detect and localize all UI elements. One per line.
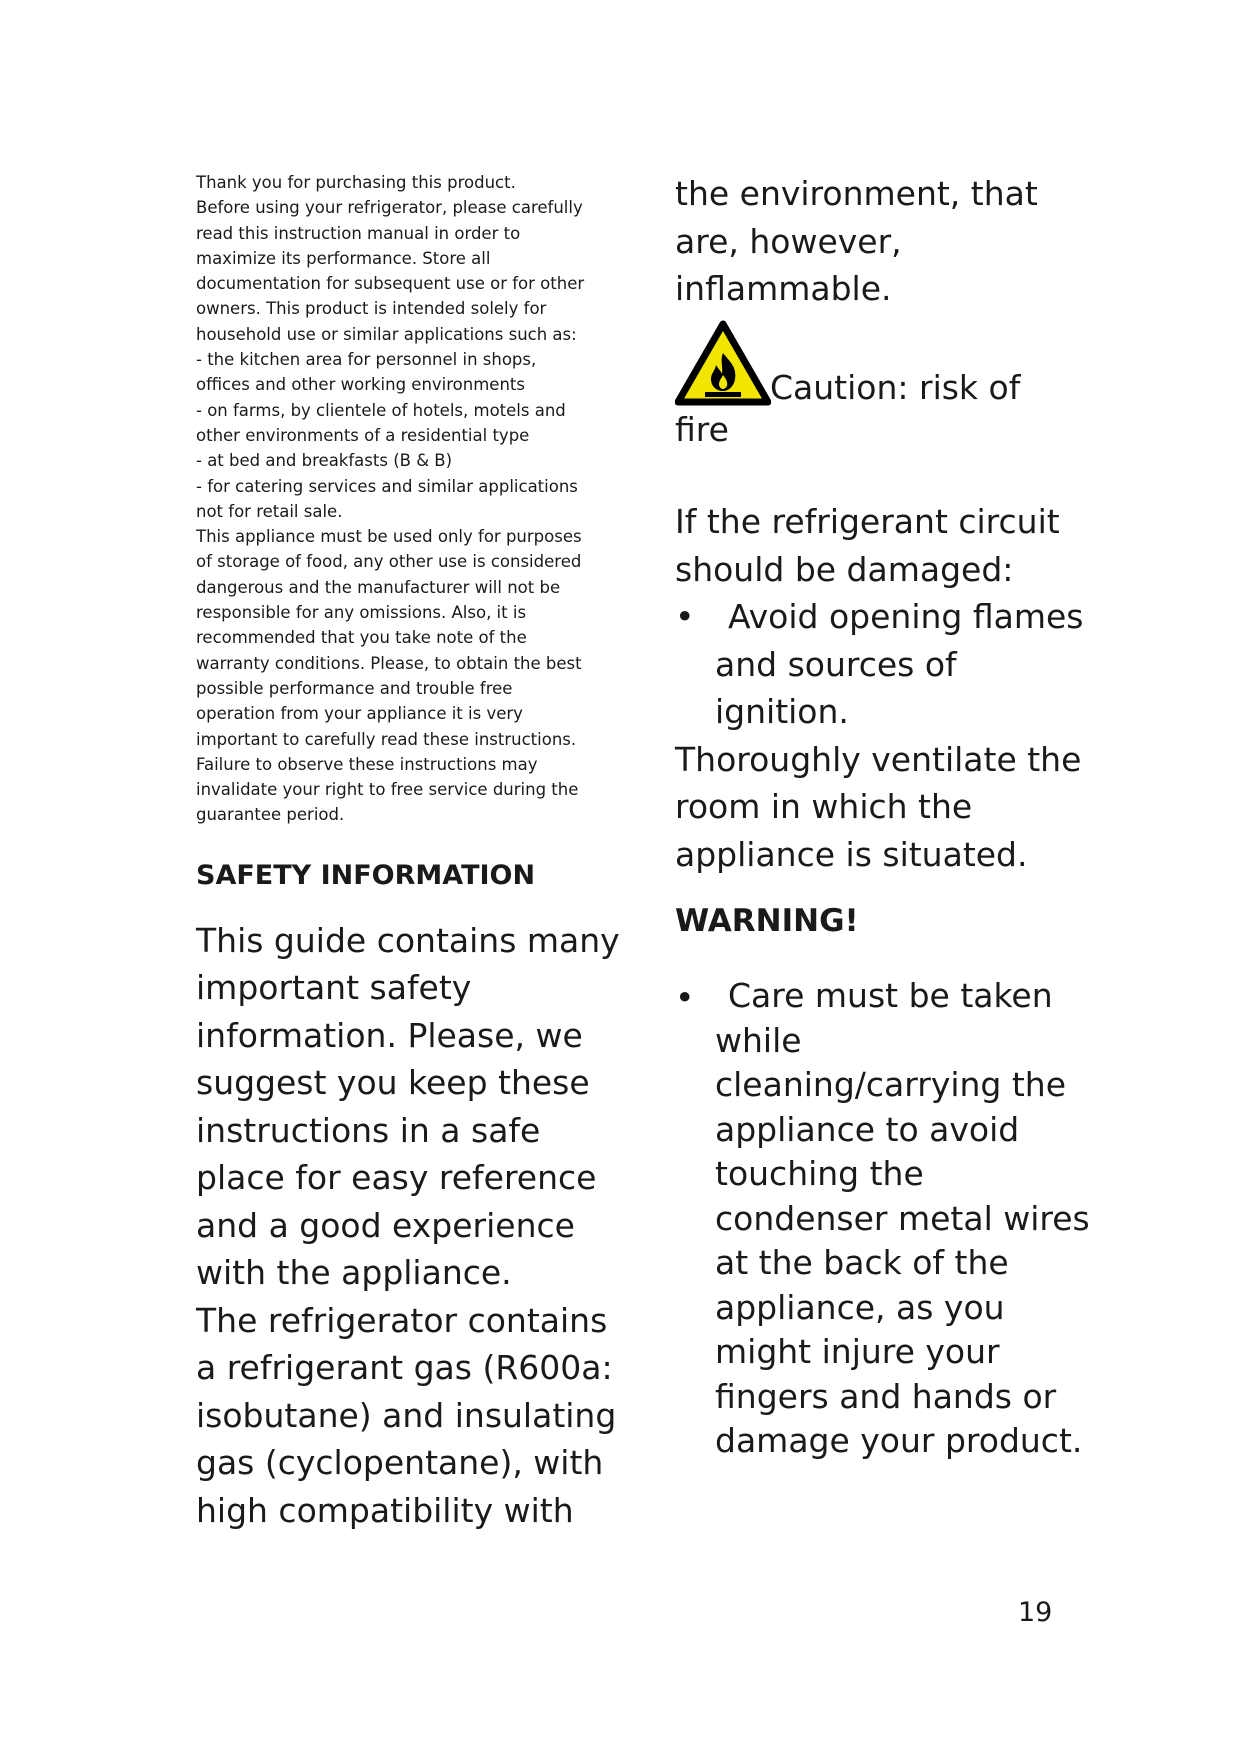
- intro-line: - on farms, by clientele of hotels, motels and: [196, 400, 566, 420]
- safety-paragraph: [196, 917, 620, 1535]
- safety-line: The refrigerator contains: [196, 1300, 608, 1340]
- intro-paragraph: [196, 170, 585, 828]
- bullet-line: while: [715, 1020, 802, 1060]
- continued-line: inflammable.: [675, 269, 892, 308]
- safety-line: isobutane) and insulating: [196, 1395, 617, 1435]
- safety-line: important safety: [196, 968, 472, 1008]
- bullet-icon: •: [675, 978, 695, 1017]
- caution-text: Caution: risk of: [770, 368, 1021, 407]
- safety-line: This guide contains many: [196, 920, 620, 960]
- bullet-line: damage your product.: [715, 1421, 1083, 1460]
- safety-line: information. Please, we: [196, 1015, 583, 1055]
- bullet-line: appliance, as you: [715, 1287, 1005, 1327]
- bullet-line: Avoid opening flames: [728, 597, 1084, 636]
- circuit-line: If the refrigerant circuit: [675, 502, 1060, 541]
- intro-line: possible performance and trouble free: [196, 678, 513, 698]
- intro-line: operation from your appliance it is very: [196, 704, 523, 724]
- flammable-warning-icon: [675, 320, 771, 406]
- bullet-icon: •: [675, 597, 695, 636]
- continued-line: the environment, that: [675, 174, 1038, 213]
- warning-heading: WARNING!: [675, 903, 859, 939]
- intro-line: household use or similar applications such as:: [196, 324, 577, 344]
- intro-line: - for catering services and similar applications: [196, 476, 578, 496]
- safety-line: place for easy reference: [196, 1158, 597, 1198]
- intro-line: Failure to observe these instructions may: [196, 754, 538, 774]
- intro-line: warranty conditions. Please, to obtain the best: [196, 653, 582, 673]
- intro-line: other environments of a residential type: [196, 425, 530, 445]
- intro-line: not for retail sale.: [196, 501, 343, 521]
- circuit-line: should be damaged:: [675, 549, 1014, 589]
- intro-line: dangerous and the manufacturer will not be: [196, 577, 561, 597]
- bullet-line: fingers and hands or: [715, 1376, 1057, 1416]
- intro-line: Before using your refrigerator, please carefully: [196, 198, 583, 218]
- safety-line: high compatibility with: [196, 1490, 574, 1530]
- caution-continued: fire: [675, 409, 729, 449]
- intro-line: guarantee period.: [196, 805, 345, 825]
- bullet-line: and sources of: [715, 644, 957, 684]
- bullet-line: at the back of the: [715, 1243, 1009, 1282]
- bullet-line: touching the: [715, 1154, 924, 1193]
- bullet-line: cleaning/carrying the: [715, 1065, 1067, 1104]
- intro-line: owners. This product is intended solely for: [196, 299, 547, 319]
- bullet-line: Care must be taken: [728, 976, 1053, 1015]
- bullet-line: condenser metal wires: [715, 1198, 1090, 1238]
- ventilate-line: room in which the: [675, 787, 973, 826]
- intro-line: offices and other working environments: [196, 375, 525, 395]
- safety-line: and a good experience: [196, 1205, 575, 1245]
- intro-line: of storage of food, any other use is considered: [196, 552, 582, 572]
- safety-line: with the appliance.: [196, 1253, 512, 1293]
- intro-line: recommended that you take note of the: [196, 628, 527, 648]
- circuit-paragraph: [675, 498, 1075, 593]
- bullet-line: might injure your: [715, 1332, 1000, 1371]
- bullet-avoid-flames: [675, 593, 1084, 736]
- bullet-care-cleaning: [675, 974, 1090, 1464]
- intro-line: responsible for any omissions. Also, it is: [196, 603, 527, 623]
- intro-line: Thank you for purchasing this product.: [196, 173, 516, 192]
- continued-line: are, however,: [675, 221, 902, 261]
- intro-line: documentation for subsequent use or for other: [196, 274, 585, 294]
- intro-line: This appliance must be used only for purposes: [196, 527, 582, 547]
- intro-line: - at bed and breakfasts (B & B): [196, 451, 453, 471]
- safety-line: suggest you keep these: [196, 1063, 590, 1103]
- safety-information-heading: SAFETY INFORMATION: [196, 859, 536, 891]
- safety-line: gas (cyclopentane), with: [196, 1443, 604, 1483]
- right-column: [675, 170, 1090, 1464]
- continued-paragraph: [675, 170, 1075, 313]
- ventilate-line: Thoroughly ventilate the: [675, 739, 1082, 779]
- intro-line: maximize its performance. Store all: [196, 248, 491, 268]
- bullet-line: appliance to avoid: [715, 1109, 1020, 1149]
- intro-line: - the kitchen area for personnel in shops,: [196, 350, 537, 370]
- ventilate-line: appliance is situated.: [675, 834, 1028, 874]
- page-number: 19: [1018, 1597, 1053, 1628]
- left-column: [196, 170, 620, 1534]
- safety-line: instructions in a safe: [196, 1110, 541, 1150]
- bullet-line: ignition.: [715, 692, 849, 731]
- caution-row: [675, 320, 1075, 406]
- intro-line: invalidate your right to free service during the: [196, 780, 579, 800]
- ventilate-paragraph: [675, 736, 1082, 879]
- safety-line: a refrigerant gas (R600a:: [196, 1348, 613, 1388]
- intro-line: important to carefully read these instructions.: [196, 729, 577, 749]
- intro-line: read this instruction manual in order to: [196, 223, 521, 243]
